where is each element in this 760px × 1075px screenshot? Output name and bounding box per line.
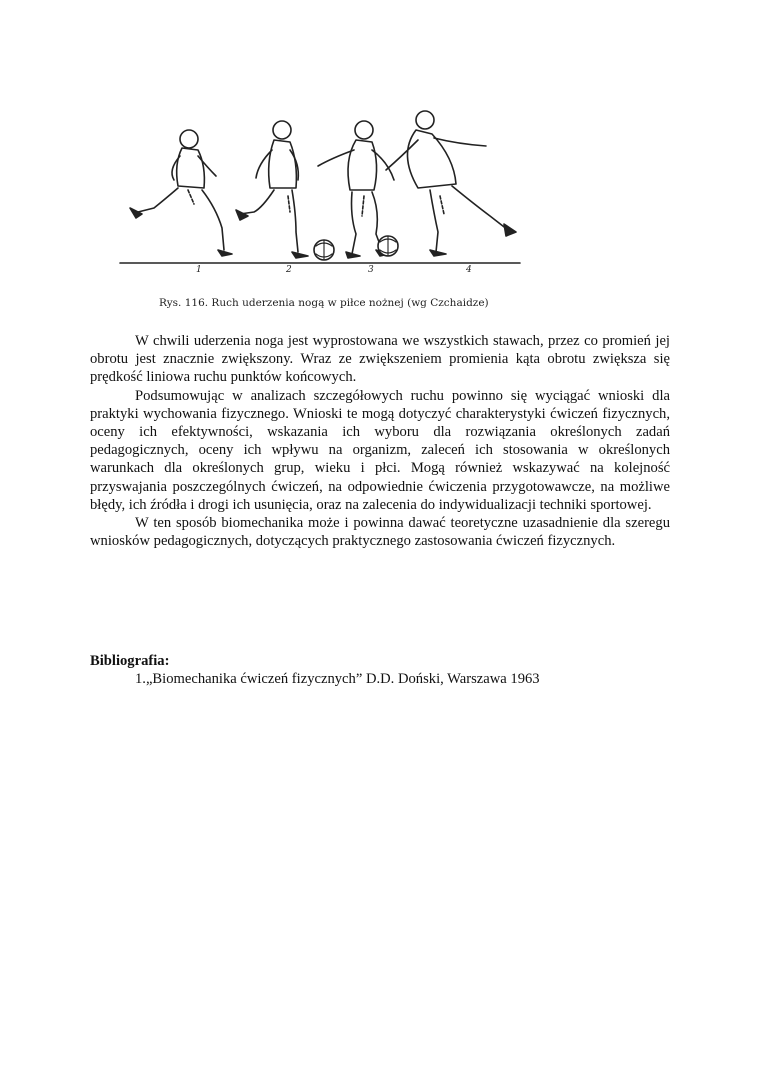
frame-label-2: 2 [286,265,292,275]
player-figure-4 [386,111,516,256]
frame-label-3: 3 [368,265,374,275]
body-text [90,332,670,550]
bibliography-heading: Bibliografia: [90,653,170,669]
frame-label-1: 1 [196,265,202,275]
figure-caption: Rys. 116. Ruch uderzenia nogą w piłce nożnej (wg Czchaidze) [159,297,489,309]
figure-kick-sequence [118,104,522,276]
bibliography-item: 1.„Biomechanika ćwiczeń fizycznych” D.D. Doński, Warszawa 1963 [135,671,540,687]
paragraph: W ten sposób biomechanika może i powinna dawać teoretyczne uzasadnienie dla szeregu wniosków pedagogicznych, dotyczących praktycznego zastosowania ćwiczeń fizycznych. [90,515,670,550]
player-figure-2 [236,121,308,258]
frame-label-4: 4 [466,265,472,275]
paragraph: Podsumowując w analizach szczegółowych ruchu powinno się wyciągać wnioski dla praktyki wychowania fizycznego. Wnioski te mogą dotyczyć charakterystyki ćwiczeń fizycznych, oceny ich efektywności, wskazania ich wyboru dla rozwiązania określonych zadań pedagogicznych, oceny ich wpływu na organizm, zaleceń ich stosowania w określonych warunkach dla określonych grup, wieku i płci. Mogą również wskazywać na kolejność przyswajania poszczególnych ćwiczeń, na odpowiednie ćwiczenia przygotowawcze, na możliwe błędy, ich źródła i drogi ich usunięcia, oraz na zalecenia do indywidualizacji techniki sportowej. [90,387,670,513]
kick-sequence-illustration [118,104,522,276]
player-figure-1 [130,130,232,256]
paragraph: W chwili uderzenia noga jest wyprostowana we wszystkich stawach, przez co promień jej obrotu jest znacznie zwiększony. Wraz ze zwiększeniem promienia kąta obrotu zwiększa się prędkość liniowa ruchu punktów końcowych. [90,333,670,386]
